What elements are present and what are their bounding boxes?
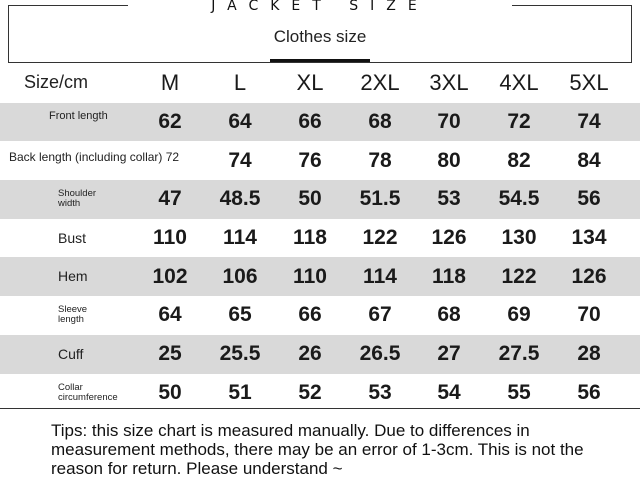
table-cell: 68 <box>437 303 461 327</box>
size-header: 3XL <box>429 70 469 96</box>
table-row <box>0 296 640 335</box>
table-cell: 122 <box>501 264 537 288</box>
table-cell: 74 <box>577 110 601 134</box>
table-row <box>0 335 640 374</box>
table-cell: 70 <box>437 110 461 134</box>
table-cell: 55 <box>507 380 531 404</box>
table-cell: 28 <box>577 342 601 366</box>
table-cell: 56 <box>577 187 601 211</box>
row-label-back-length: Back length (including collar) 72 <box>9 150 180 165</box>
row-label-shoulder-width: Shoulder width <box>58 188 97 210</box>
subtitle-underline <box>270 59 370 62</box>
table-row <box>0 141 640 180</box>
table-row <box>0 103 640 142</box>
table-bottom-divider <box>0 408 640 409</box>
table-cell: 110 <box>153 226 187 250</box>
table-cell: 114 <box>223 226 257 250</box>
row-label-sleeve-length: Sleeve length <box>58 304 88 326</box>
table-cell: 27.5 <box>498 342 540 366</box>
page-subtitle: Clothes size <box>273 27 367 46</box>
tips-note: Tips: this size chart is measured manually. Due to differences in measurement methods, there may be an error of 1-3cm. This is not the reason for return. Please understand ~ <box>51 421 584 478</box>
table-cell: 27 <box>437 342 461 366</box>
table-cell: 54.5 <box>498 187 540 211</box>
table-cell: 106 <box>222 264 258 288</box>
table-cell: 52 <box>298 380 322 404</box>
size-header: 2XL <box>360 70 400 96</box>
table-cell: 51.5 <box>359 187 401 211</box>
table-cell: 64 <box>228 110 252 134</box>
table-cell: 50 <box>158 380 182 404</box>
row-label-cuff: Cuff <box>58 345 84 362</box>
size-header: 4XL <box>499 70 539 96</box>
table-row <box>0 219 640 258</box>
row-label-bust: Bust <box>58 229 87 246</box>
table-row <box>0 374 640 413</box>
table-cell: 26 <box>298 342 322 366</box>
page-title: JACKET SIZE <box>193 0 446 14</box>
table-cell: 74 <box>228 148 252 172</box>
table-cell: 48.5 <box>219 187 261 211</box>
table-cell: 118 <box>293 226 327 250</box>
table-cell: 68 <box>368 110 392 134</box>
table-cell: 69 <box>507 303 531 327</box>
size-header: 5XL <box>569 70 609 96</box>
header-title-wrap <box>0 0 640 14</box>
row-label-collar-circumference: Collar circumference <box>58 381 118 403</box>
table-cell: 114 <box>363 264 397 288</box>
table-cell: 118 <box>432 264 466 288</box>
table-cell: 126 <box>571 264 607 288</box>
row-label-front-length: Front length <box>49 109 108 122</box>
table-cell: 50 <box>298 187 322 211</box>
table-cell: 102 <box>152 264 188 288</box>
table-cell: 64 <box>158 303 182 327</box>
table-cell: 25.5 <box>219 342 261 366</box>
table-cell: 122 <box>362 226 398 250</box>
table-cell: 53 <box>437 187 461 211</box>
table-row <box>0 180 640 219</box>
table-cell: 82 <box>507 148 531 172</box>
table-cell: 72 <box>507 110 531 134</box>
table-cell: 78 <box>368 148 392 172</box>
table-cell: 126 <box>431 226 467 250</box>
corner-label: Size/cm <box>24 72 89 92</box>
table-cell: 62 <box>158 110 182 134</box>
table-cell: 56 <box>577 380 601 404</box>
table-cell: 84 <box>577 148 601 172</box>
size-table <box>0 64 640 412</box>
table-cell: 134 <box>571 226 607 250</box>
table-cell: 130 <box>501 226 537 250</box>
table-cell: 80 <box>437 148 461 172</box>
table-cell: 47 <box>158 187 182 211</box>
table-cell: 66 <box>298 303 322 327</box>
table-cell: 65 <box>228 303 252 327</box>
size-header: M <box>160 70 180 96</box>
table-cell: 51 <box>228 380 252 404</box>
table-cell: 25 <box>158 342 182 366</box>
table-cell: 66 <box>298 110 322 134</box>
table-cell: 54 <box>437 380 461 404</box>
row-label-hem: Hem <box>58 268 88 285</box>
size-header: L <box>233 70 247 96</box>
table-cell: 70 <box>577 303 601 327</box>
table-row <box>0 257 640 296</box>
table-cell: 53 <box>368 380 392 404</box>
table-header-row <box>0 64 640 103</box>
table-cell: 76 <box>298 148 322 172</box>
size-header: XL <box>296 70 324 96</box>
table-cell: 67 <box>368 303 392 327</box>
table-cell: 26.5 <box>359 342 401 366</box>
table-cell: 110 <box>293 264 327 288</box>
